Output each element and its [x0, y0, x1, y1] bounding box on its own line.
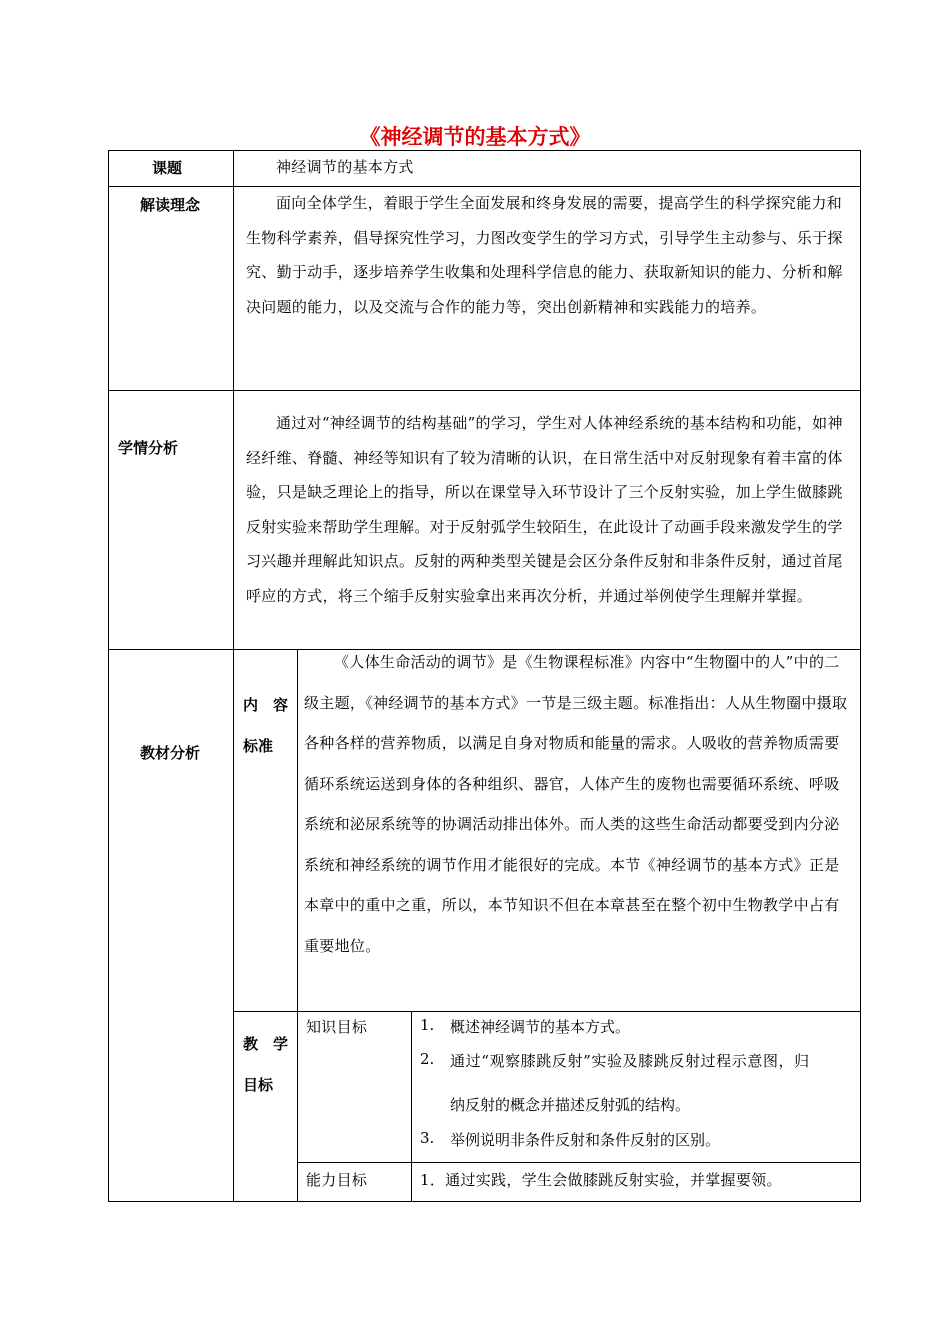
- content-standard-label-cell: [234, 650, 298, 1012]
- knowledge-item-3-num: 3.: [420, 1129, 435, 1147]
- knowledge-goals-label: 知识目标: [306, 1018, 368, 1036]
- student-analysis-text: 通过对“神经调节的结构基础”的学习，学生对人体神经系统的基本结构和功能，如神经纤维、脊髓、神经等知识有了较为清晰的认识，在日常生活中对反射现象有着丰富的体验，只是缺乏理论上的指导，所以在课堂导入环节设计了三个反射实验，加上学生做膝跳反射实验来帮助学生理解。对于反射弧学生较陌生，在此设计了动画手段来激发学生的学习兴趣并理解此知识点。反射的两种类型关键是会区分条件反射和非条件反射，通过首尾呼应的方式，将三个缩手反射实验拿出来再次分析，并通过举例使学生理解并掌握。: [246, 414, 843, 605]
- student-analysis-label: 学情分析: [118, 439, 179, 457]
- content-standard-label-line2: 标准: [243, 737, 274, 755]
- content-standard-label-line1: 内 容: [243, 696, 289, 714]
- ability-goals-label-cell: [298, 1163, 412, 1202]
- teaching-goals-label-cell: [234, 1012, 298, 1202]
- student-analysis-cell: [234, 391, 861, 650]
- material-analysis-label: 教材分析: [140, 744, 201, 762]
- topic-label-cell: [109, 151, 234, 187]
- philosophy-label: 解读理念: [140, 196, 201, 214]
- teaching-goals-label-line2: 目标: [243, 1076, 274, 1094]
- philosophy-cell: [234, 187, 861, 391]
- ability-goals-text: 1．通过实践，学生会做膝跳反射实验，并掌握要领。: [420, 1171, 782, 1189]
- philosophy-text: 面向全体学生，着眼于学生全面发展和终身发展的需要，提高学生的科学探究能力和生物科学素养，倡导探究性学习，力图改变学生的学习方式，引导学生主动参与、乐于探究、勤于动手，逐步培养学生收集和处理科学信息的能力、获取新知识的能力、分析和解决问题的能力，以及交流与合作的能力等，突出创新精神和实践能力的培养。: [246, 194, 843, 316]
- knowledge-item-1-text: 概述神经调节的基本方式。: [450, 1018, 631, 1036]
- material-analysis-label-cell: [109, 650, 234, 1202]
- topic-value: 神经调节的基本方式: [276, 158, 414, 176]
- teaching-goals-label-line1: 教 学: [243, 1035, 289, 1053]
- ability-goals-label: 能力目标: [306, 1171, 368, 1189]
- philosophy-label-cell: [109, 187, 234, 391]
- knowledge-goals-label-cell: [298, 1012, 412, 1163]
- content-standard-cell: [298, 650, 861, 1012]
- knowledge-item-2-text: 通过“观察膝跳反射”实验及膝跳反射过程示意图，归: [450, 1052, 810, 1070]
- student-analysis-label-cell: [109, 391, 234, 650]
- knowledge-item-3-text: 举例说明非条件反射和条件反射的区别。: [450, 1131, 721, 1149]
- lesson-plan-table: [108, 150, 861, 1202]
- knowledge-item-2-num: 2.: [420, 1050, 435, 1068]
- ability-goals-cell: [412, 1163, 861, 1202]
- document-title: 《神经调节的基本方式》: [359, 125, 591, 149]
- topic-label: 课题: [152, 159, 183, 177]
- knowledge-item-1-num: 1.: [420, 1016, 435, 1034]
- knowledge-item-2-text-cont: 纳反射的概念并描述反射弧的结构。: [450, 1096, 691, 1114]
- topic-value-cell: [234, 151, 861, 187]
- knowledge-goals-cell: [412, 1012, 861, 1163]
- content-standard-text: 《人体生命活动的调节》是《生物课程标准》内容中“生物圈中的人”中的二级主题，《神经调节的基本方式》一节是三级主题。标准指出：人从生物圈中摄取各种各样的营养物质，以满足自身对物质和能量的需求。人吸收的营养物质需要循环系统运送到身体的各种组织、器官，人体产生的废物也需要循环系统、呼吸系统和泌尿系统等的协调活动排出体外。而人类的这些生命活动都要受到内分泌系统和神经系统的调节作用才能很好的完成。本节《神经调节的基本方式》正是本章中的重中之重，所以，本节知识不但在本章甚至在整个初中生物教学中占有重要地位。: [304, 653, 848, 955]
